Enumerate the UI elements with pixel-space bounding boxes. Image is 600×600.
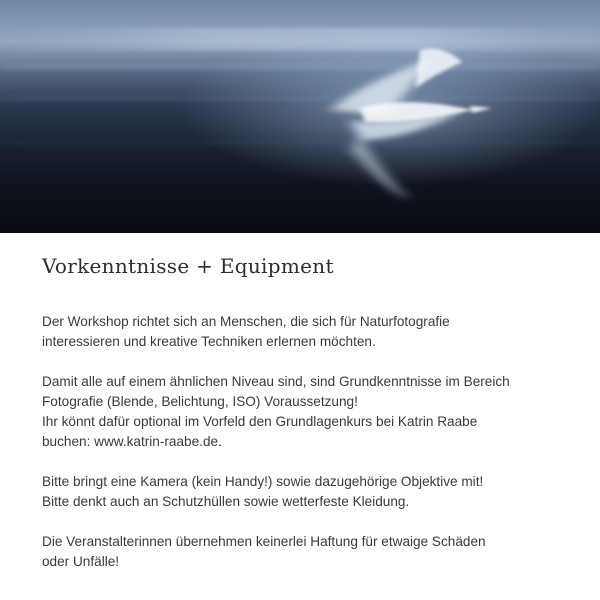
section-heading: Vorkenntnisse + Equipment [42,254,334,278]
text-line: buchen: www.katrin-raabe.de. [42,434,222,449]
paragraph-equipment [42,472,562,512]
paragraph-audience [42,312,562,352]
paragraph-liability [42,532,562,572]
text-line: Bitte denkt auch an Schutzhüllen sowie wetterfeste Kleidung. [42,494,410,509]
blurred-bird-in-flight-image [0,0,600,233]
text-line: Der Workshop richtet sich an Menschen, die sich für Naturfotografie [42,314,450,329]
text-line: Ihr könnt dafür optional im Vorfeld den Grundlagenkurs bei Katrin Raabe [42,414,478,429]
content [42,252,562,592]
text-line: Fotografie (Blende, Belichtung, ISO) Voraussetzung! [42,394,358,409]
hero-photo [0,0,600,233]
text-line: interessieren und kreative Techniken erlernen möchten. [42,334,376,349]
text-line: Bitte bringt eine Kamera (kein Handy!) sowie dazugehörige Objektive mit! [42,474,484,489]
text-line: oder Unfälle! [42,554,120,569]
paragraph-prerequisites [42,372,562,452]
text-line: Die Veranstalterinnen übernehmen keinerlei Haftung für etwaige Schäden [42,534,486,549]
text-line: Damit alle auf einem ähnlichen Niveau sind, sind Grundkenntnisse im Bereich [42,374,510,389]
